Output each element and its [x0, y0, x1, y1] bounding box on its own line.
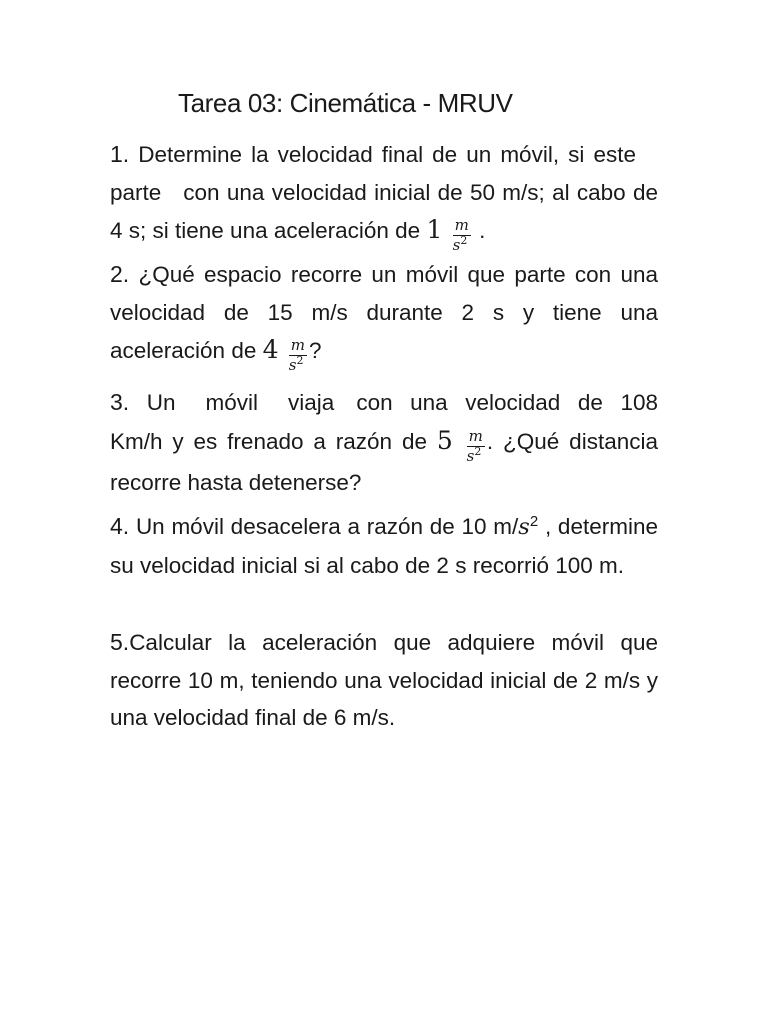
problem-text: Calcular la aceleración que adquiere móvil que recorre 10 m, teniendo una velocidad inicial de 2 m/s y una velocidad final de 6 m/s. — [110, 630, 658, 730]
problem-3 — [110, 384, 658, 501]
problem-5 — [110, 624, 658, 737]
problem-text: viaja — [288, 390, 335, 415]
problem-number: 1. — [110, 141, 130, 167]
problem-1 — [110, 136, 658, 253]
problem-text: , determine su velocidad inicial si al cabo de 2 s recorrió 100 m. — [110, 514, 658, 578]
problem-text: móvil — [205, 390, 259, 415]
problem-text: ¿Qué espacio recorre un móvil que parte con una velocidad de 15 m/s durante 2 s y tiene una aceleración de — [110, 262, 658, 363]
unit-exponent: 2 — [474, 444, 482, 458]
problem-4 — [110, 508, 658, 584]
acceleration-value: 4 — [262, 335, 279, 364]
unit-exponent: 2 — [529, 513, 539, 530]
unit-fraction — [289, 338, 307, 373]
problem-text: Un — [146, 390, 176, 415]
problem-text-end: ? — [309, 338, 322, 363]
unit-fraction — [453, 218, 471, 253]
unit-base: s — [466, 446, 475, 465]
unit-numerator: m — [290, 336, 306, 354]
problem-text: Determine la velocidad final de un móvil, si este — [138, 142, 636, 167]
problem-number: 2. — [110, 261, 130, 287]
problem-number: 5. — [110, 629, 130, 655]
unit-denominator — [453, 236, 471, 253]
problem-number: 3. — [110, 389, 130, 415]
unit-numerator: m — [468, 426, 483, 445]
unit-base: s — [288, 356, 297, 374]
unit-base: s — [452, 236, 461, 254]
problem-text: Un móvil desacelera a razón de 10 m/ — [135, 514, 519, 539]
problem-text-end: . — [479, 218, 486, 243]
acceleration-value: 5 — [436, 425, 453, 455]
unit-variable: s — [518, 514, 530, 540]
problem-text: con una velocidad de 108 Km/h y es frenado a razón de — [110, 390, 658, 454]
problem-number: 4. — [110, 513, 130, 539]
unit-denominator — [289, 356, 307, 373]
unit-exponent: 2 — [296, 354, 304, 367]
problem-text: con una velocidad inicial de 50 m/s; al cabo de 4 s; si tiene una aceleración de — [110, 179, 658, 243]
unit-exponent: 2 — [460, 234, 468, 247]
unit-fraction — [466, 426, 485, 465]
acceleration-value: 1 — [426, 215, 443, 244]
unit-numerator: m — [454, 216, 469, 234]
problem-text-end: . ¿Qué distancia recorre hasta detenerse? — [110, 428, 658, 495]
problem-2 — [110, 256, 658, 373]
unit-denominator — [466, 444, 485, 465]
page-title: Tarea 03: Cinemática - MRUV — [178, 88, 513, 118]
problem-text: parte — [110, 179, 162, 205]
